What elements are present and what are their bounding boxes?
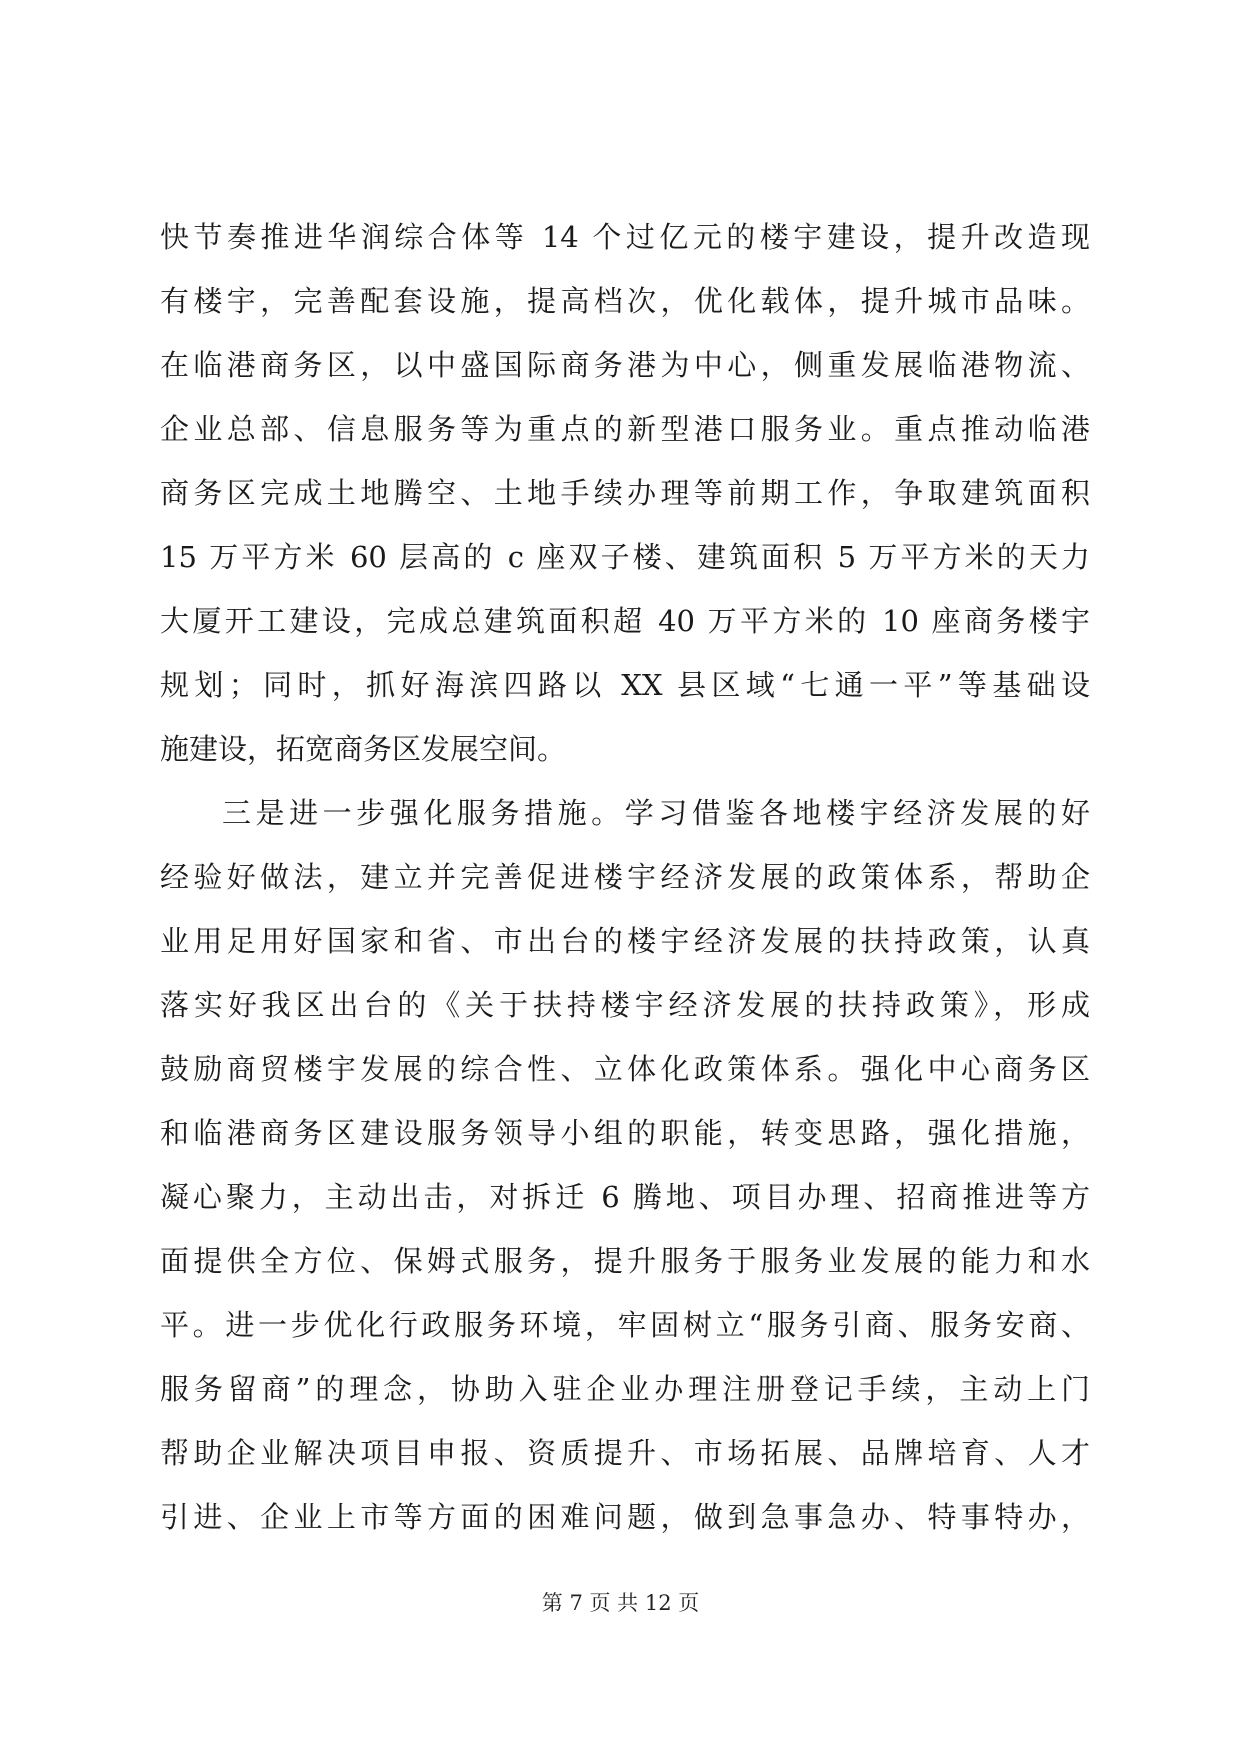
paragraph-1-line-8: 规划；同时，抓好海滨四路以 XX 县区域“七通一平”等基础设 [160, 668, 1090, 702]
paragraph-1-line-1: 快节奏推进华润综合体等 14 个过亿元的楼宇建设，提升改造现 [160, 220, 1090, 254]
paragraph-2-line-5: 鼓励商贸楼宇发展的综合性、立体化政策体系。强化中心商务区 [160, 1052, 1090, 1086]
paragraph-1-line-3: 在临港商务区，以中盛国际商务港为中心，侧重发展临港物流、 [160, 348, 1090, 382]
paragraph-2-line-3: 业用足用好国家和省、市出台的楼宇经济发展的扶持政策，认真 [160, 924, 1090, 958]
paragraph-1-line-9: 施建设，拓宽商务区发展空间。 [160, 732, 567, 766]
paragraph-2-line-1: 三是进一步强化服务措施。学习借鉴各地楼宇经济发展的好 [222, 796, 1090, 830]
paragraph-1-line-4: 企业总部、信息服务等为重点的新型港口服务业。重点推动临港 [160, 412, 1090, 446]
paragraph-2-line-4: 落实好我区出台的《关于扶持楼宇经济发展的扶持政策》，形成 [160, 988, 1090, 1022]
paragraph-1-line-7: 大厦开工建设，完成总建筑面积超 40 万平方米的 10 座商务楼宇 [160, 604, 1090, 638]
paragraph-2-line-8: 面提供全方位、保姆式服务，提升服务于服务业发展的能力和水 [160, 1244, 1090, 1278]
paragraph-1-line-6: 15 万平方米 60 层高的 c 座双子楼、建筑面积 5 万平方米的天力 [160, 540, 1090, 574]
paragraph-2-line-6: 和临港商务区建设服务领导小组的职能，转变思路，强化措施， [160, 1116, 1090, 1150]
paragraph-2-line-9: 平。进一步优化行政服务环境，牢固树立“服务引商、服务安商、 [160, 1308, 1090, 1342]
paragraph-1-line-5: 商务区完成土地腾空、土地手续办理等前期工作，争取建筑面积 [160, 476, 1090, 510]
paragraph-2-line-10: 服务留商”的理念，协助入驻企业办理注册登记手续，主动上门 [160, 1372, 1090, 1406]
paragraph-2-line-12: 引进、企业上市等方面的困难问题，做到急事急办、特事特办， [160, 1500, 1090, 1534]
paragraph-2-line-11: 帮助企业解决项目申报、资质提升、市场拓展、品牌培育、人才 [160, 1436, 1090, 1470]
page-number-footer: 第 7 页 共 12 页 [541, 1591, 700, 1615]
paragraph-2-line-7: 凝心聚力，主动出击，对拆迁 6 腾地、项目办理、招商推进等方 [160, 1180, 1090, 1214]
paragraph-1-line-2: 有楼宇，完善配套设施，提高档次，优化载体，提升城市品味。 [160, 284, 1090, 318]
paragraph-2-line-2: 经验好做法，建立并完善促进楼宇经济发展的政策体系，帮助企 [160, 860, 1090, 894]
